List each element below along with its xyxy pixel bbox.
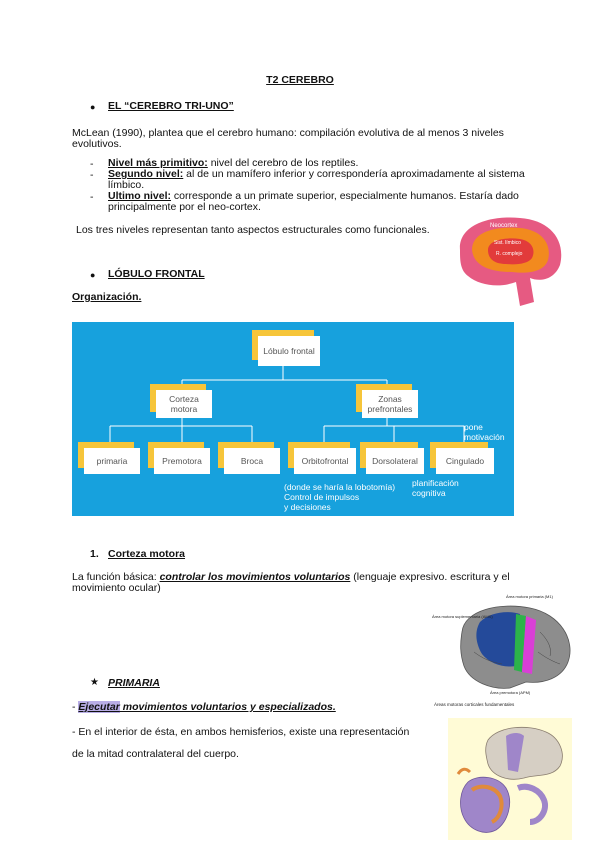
emphasis-text: controlar los movimientos voluntarios <box>159 571 351 583</box>
note-orbitofrontal: (donde se haría la lobotomía) Control de impulsos y decisiones <box>284 482 396 512</box>
section-heading-frontal: LÓBULO FRONTAL <box>108 268 205 280</box>
primaria-line3: de la mitad contralateral del cuerpo. <box>72 748 239 760</box>
node-zonas-prefrontales: Zonas prefrontales <box>362 390 418 418</box>
list-text: nivel del cerebro de los reptiles. <box>207 157 359 169</box>
node-premotora: Premotora <box>154 448 210 474</box>
list-item <box>108 169 548 191</box>
figure-label: Área motora primaria (M1) <box>506 594 553 599</box>
list-term: Nivel más primitivo: <box>108 157 208 169</box>
bullet-icon: ● <box>90 270 96 280</box>
intro-paragraph: McLean (1990), plantea que el cerebro humano: compilación evolutiva de al menos 3 niveles evolutivos. <box>72 127 504 150</box>
section-heading-corteza-motora: Corteza motora <box>108 548 186 560</box>
section-heading-tri-uno: EL “CEREBRO TRI-UNO” <box>108 100 234 112</box>
node-cingulado: Cingulado <box>436 448 494 474</box>
closing-paragraph: Los tres niveles representan tanto aspectos estructurales como funcionales. <box>76 224 430 236</box>
star-icon: ★ <box>90 677 99 688</box>
note-dorsolateral: planificación cognitiva <box>412 478 459 498</box>
line1-rest: movimientos voluntarios y especializados. <box>119 701 336 713</box>
dash: - <box>90 158 94 170</box>
list-term: Ultimo nivel: <box>108 190 172 202</box>
node-orbitofrontal: Orbitofrontal <box>294 448 356 474</box>
list-text: al de un mamífero inferior y correspondería aproximadamente al sistema límbico. <box>108 168 525 191</box>
rest-text: (lenguaje expresivo. escritura y el movimiento ocular) <box>72 571 510 594</box>
list-term: Segundo nivel: <box>108 168 184 180</box>
triune-brain-image <box>450 210 570 310</box>
node-lobulo-frontal: Lóbulo frontal <box>258 336 320 366</box>
frontal-lobe-diagram <box>72 322 514 516</box>
brain-label: Sist. límbico <box>494 240 521 246</box>
brain-label: Neocortex <box>490 223 518 229</box>
highlighted-text: Ejecutar <box>78 701 120 713</box>
subheading-organizacion: Organización. <box>72 291 142 303</box>
node-corteza-motora: Corteza motora <box>156 390 212 418</box>
lead-text: La función básica: <box>72 571 160 583</box>
motor-function-paragraph <box>72 572 542 594</box>
figure-label: Área premotora (APM) <box>490 690 531 695</box>
list-text: corresponde a un primate superior, especialmente humanos. Estaría dado principalmente por el neo-cortex. <box>108 190 519 213</box>
page-title: T2 CEREBRO <box>266 74 334 86</box>
homunculus-image <box>448 718 572 840</box>
node-broca: Broca <box>224 448 280 474</box>
dash: - <box>90 169 94 181</box>
motor-cortex-image <box>430 592 580 708</box>
note-cingulado: pone motivación <box>464 422 505 442</box>
section-number: 1. <box>90 548 99 560</box>
brain-label: R. complejo <box>496 251 523 257</box>
dash: - <box>90 191 94 203</box>
bullet-icon: ● <box>90 102 96 112</box>
primaria-line1: - Ejecutar movimientos voluntarios y especializados. <box>72 701 336 713</box>
figure-caption: Áreas motoras corticales fundamentales <box>434 702 515 707</box>
node-dorsolateral: Dorsolateral <box>366 448 424 474</box>
figure-label: Área motora suplementaria (AMS) <box>432 614 493 619</box>
primaria-line2: - En el interior de ésta, en ambos hemisferios, existe una representación <box>72 726 410 738</box>
node-primaria: primaria <box>84 448 140 474</box>
section-heading-primaria: PRIMARIA <box>108 677 160 689</box>
